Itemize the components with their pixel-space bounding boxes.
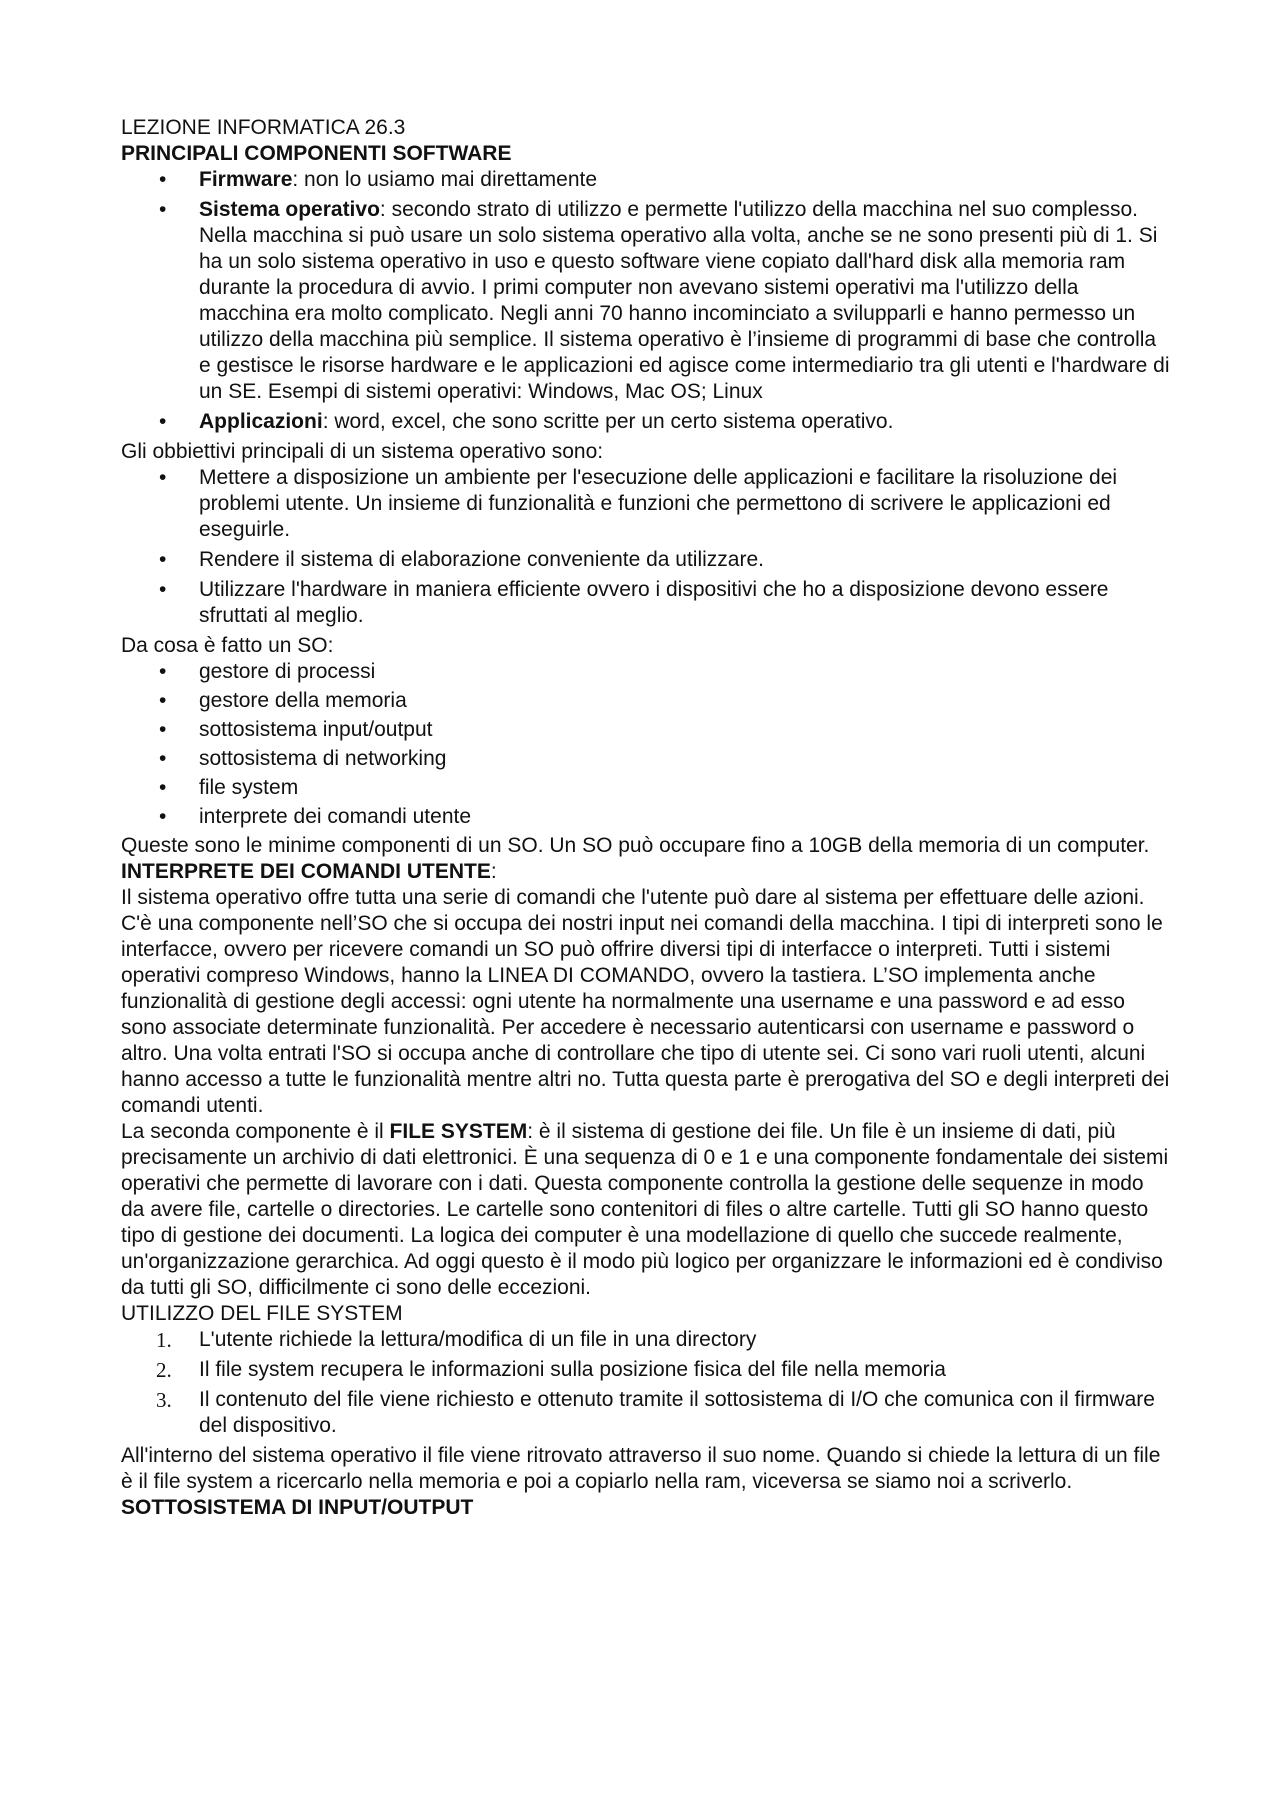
list-item: • sottosistema input/output [121, 717, 1170, 743]
list-item: • sottosistema di networking [121, 746, 1170, 772]
list-item: • Utilizzare l'hardware in maniera efficiente ovvero i dispositivi che ho a disposizione devono essere sfruttati al meglio. [121, 577, 1170, 629]
step-text: Il contenuto del file viene richiesto e ottenuto tramite il sottosistema di I/O che comunica con il firmware del dispositivo. [199, 1388, 1155, 1437]
list-item [121, 1327, 1170, 1353]
fs-intro-text: La seconda componente è il [121, 1120, 390, 1143]
components-list [121, 167, 1170, 435]
list-item: • interprete dei comandi utente [121, 804, 1170, 830]
section-title-interpreter: INTERPRETE DEI COMANDI UTENTE [121, 860, 491, 883]
filesystem-paragraph [121, 1119, 1170, 1301]
list-item: • gestore della memoria [121, 688, 1170, 714]
goals-list [121, 465, 1170, 629]
list-number: 2. [156, 1358, 172, 1382]
list-item: • Mettere a disposizione un ambiente per l'esecuzione delle applicazioni e facilitare la risoluzione dei problemi utente. Un insieme di funzionalità e funzioni che permettono di scrivere le applicazioni ed eseguirle. [121, 465, 1170, 543]
interpreter-heading [121, 859, 1170, 885]
item-text: : word, excel, che sono scritte per un certo sistema operativo. [322, 410, 894, 433]
item-label: Firmware [199, 168, 293, 191]
heading-colon: : [490, 860, 497, 883]
section-title-components: PRINCIPALI COMPONENTI SOFTWARE [121, 142, 512, 165]
parts-note: Queste sono le minime componenti di un SO. Un SO può occupare fino a 10GB della memoria di un computer. [121, 834, 1150, 857]
list-item [121, 409, 1170, 435]
list-item [121, 1357, 1170, 1383]
list-item: • Rendere il sistema di elaborazione conveniente da utilizzare. [121, 547, 1170, 573]
fs-steps-list [121, 1327, 1170, 1439]
step-text: Il file system recupera le informazioni sulla posizione fisica del file nella memoria [199, 1358, 946, 1381]
fs-label: FILE SYSTEM [389, 1120, 528, 1143]
parts-list [121, 659, 1170, 830]
fs-body-text: : è il sistema di gestione dei file. Un file è un insieme di dati, più precisamente un archivio di dati elettronici. È una sequenza di 0 e 1 e una componente fondamentale dei sistemi operativi che permette di lavorare con i dati. Questa componente controlla la gestione delle sequenze in modo da avere file, cartelle o directories. Le cartelle sono contenitori di files o altre cartelle. Tutti gli SO hanno questo tipo di gestione dei documenti. La logica dei computer è una modellazione di quello che succede realmente, un'organizzazione gerarchica. Ad oggi questo è il modo più logico per organizzare le informazioni ed è condiviso da tutti gli SO, difficilmente ci sono delle eccezioni. [121, 1120, 1169, 1299]
item-label: Sistema operativo [199, 198, 380, 221]
list-item [121, 1387, 1170, 1439]
list-item [121, 167, 1170, 193]
list-item: • file system [121, 775, 1170, 801]
goals-intro: Gli obbiettivi principali di un sistema operativo sono: [121, 440, 604, 463]
list-number: 3. [156, 1388, 172, 1412]
item-label: Applicazioni [199, 410, 323, 433]
list-number: 1. [156, 1328, 172, 1352]
item-text: : secondo strato di utilizzo e permette l'utilizzo della macchina nel suo complesso. Nella macchina si può usare un solo sistema operativo alla volta, anche se ne sono presenti più di 1. Si ha un solo sistema operativo in uso e questo software viene copiato dall'hard disk alla memoria ram durante la procedura di avvio. I primi computer non avevano sistemi operativi ma l'utilizzo della macchina era molto complicato. Negli anni 70 hanno incominciato a svilupparli e hanno permesso un utilizzo della macchina più semplice. Il sistema operativo è l’insieme di programmi di base che controlla e gestisce le risorse hardware e le applicazioni ed agisce come intermediario tra gli utenti e l'hardware di un SE. Esempi di sistemi operativi: Windows, Mac OS; Linux [199, 198, 1170, 403]
interpreter-paragraph: Il sistema operativo offre tutta una serie di comandi che l'utente può dare al sistema per effettuare delle azioni. C'è una componente nell’SO che si occupa dei nostri input nei comandi della macchina. I tipi di interpreti sono le interfacce, ovvero per ricevere comandi un SO può offrire diversi tipi di interfacce o interpreti. Tutti i sistemi operativi compreso Windows, hanno la LINEA DI COMANDO, ovvero la tastiera. L’SO implementa anche funzionalità di gestione degli accessi: ogni utente ha normalmente una username e una password e ad esso sono associate determinate funzionalità. Per accedere è necessario autenticarsi con username e password o altro. Una volta entrati l'SO si occupa anche di controllare che tipo di utente sei. Ci sono vari ruoli utenti, alcuni hanno accesso a tutte le funzionalità mentre altri no. Tutta questa parte è prerogativa del SO e degli interpreti dei comandi utenti. [121, 886, 1170, 1117]
list-item: • gestore di processi [121, 659, 1170, 685]
fs-usage-title: UTILIZZO DEL FILE SYSTEM [121, 1302, 403, 1325]
parts-intro: Da cosa è fatto un SO: [121, 634, 334, 657]
item-text: : non lo usiamo mai direttamente [292, 168, 598, 191]
section-title-io: SOTTOSISTEMA DI INPUT/OUTPUT [121, 1496, 474, 1519]
document-header: LEZIONE INFORMATICA 26.3 [121, 116, 406, 139]
step-text: L'utente richiede la lettura/modifica di un file in una directory [199, 1328, 757, 1351]
list-item [121, 197, 1170, 405]
fs-closing-paragraph: All'interno del sistema operativo il file viene ritrovato attraverso il suo nome. Quando si chiede la lettura di un file è il file system a ricercarlo nella memoria e poi a copiarlo nella ram, viceversa se siamo noi a scriverlo. [121, 1444, 1161, 1493]
